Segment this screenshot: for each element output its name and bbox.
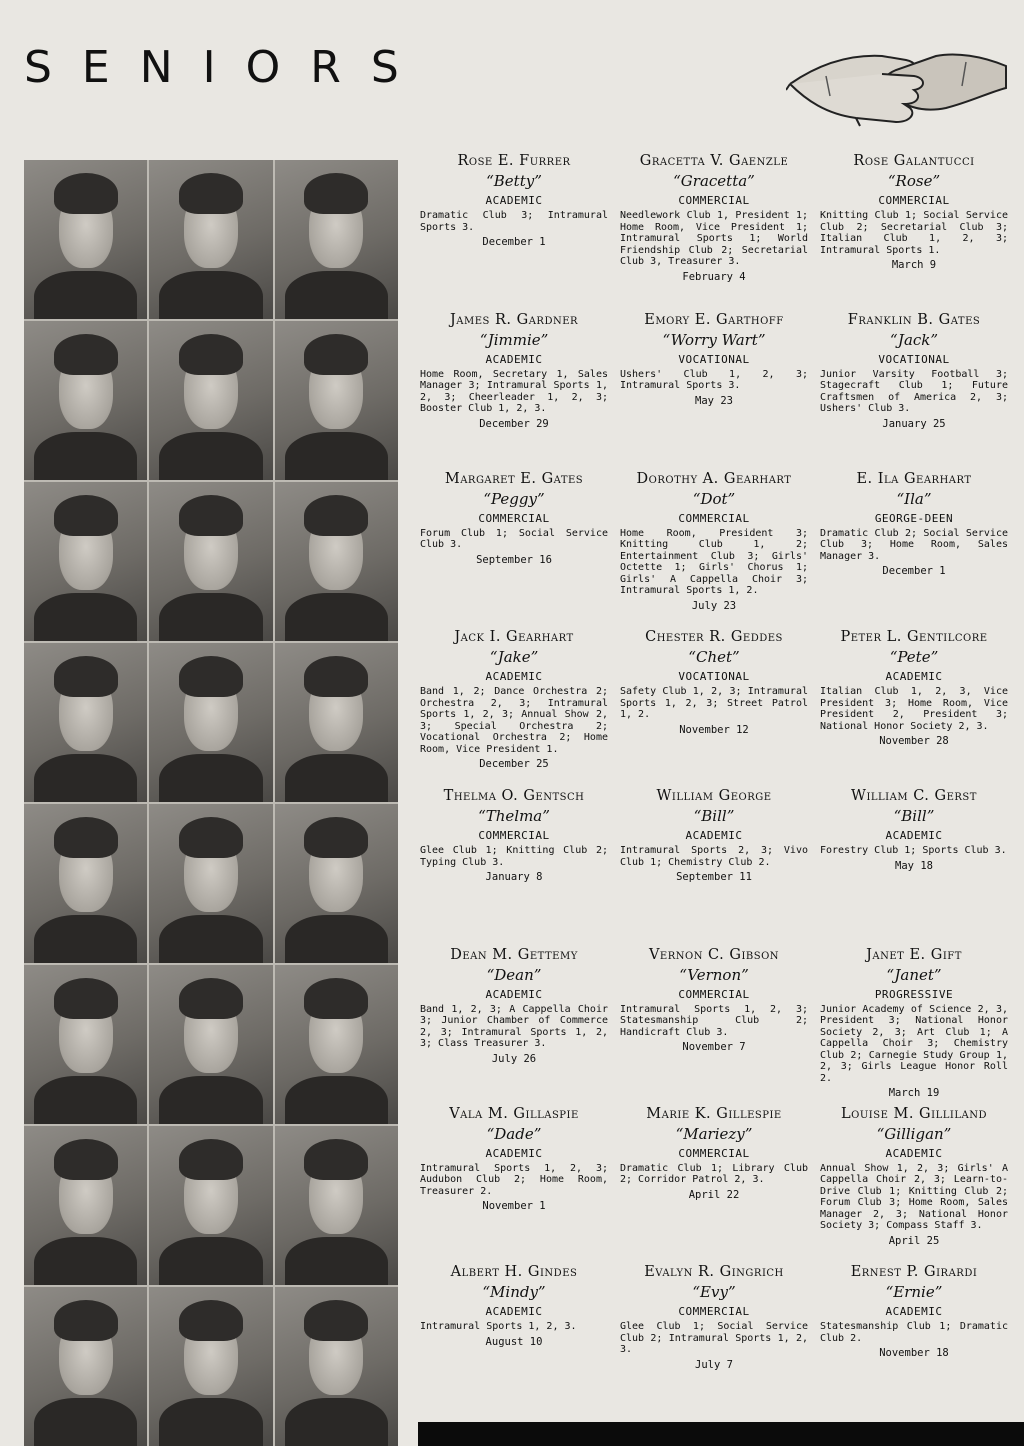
portrait-photo [275,965,398,1124]
senior-nickname: “Vernon” [679,965,749,984]
senior-entry [814,626,1014,785]
senior-birthday: July 7 [695,1358,733,1371]
senior-entry [614,468,814,627]
senior-course: ACADEMIC [485,987,543,1001]
senior-course: COMMERCIAL [678,1146,750,1160]
senior-course: COMMERCIAL [878,194,950,207]
senior-name: Evalyn R. Gingrich [644,1264,784,1281]
senior-name: Margaret E. Gates [444,470,584,487]
senior-course: VOCATIONAL [678,352,750,366]
senior-activities: Junior Varsity Football 3; Stagecraft Club 1; Future Craftsmen of America 2, 3; Ushers' Club 3. [820,368,1008,415]
senior-name: Peter L. Gentilcore [840,629,988,646]
portrait-photo [149,321,272,480]
senior-name: William C. Gerst [851,788,977,804]
senior-name: Marie K. Gillespie [646,1105,782,1122]
senior-birthday: April 25 [888,1234,940,1247]
senior-course: VOCATIONAL [678,670,750,684]
senior-nickname: “Betty” [486,172,542,190]
senior-birthday: December 25 [479,758,549,771]
senior-nickname: “Thelma” [478,807,550,825]
senior-nickname: “Jake” [489,648,539,667]
senior-nickname: “Evy” [692,1283,736,1302]
senior-birthday: December 1 [882,565,946,577]
senior-entry [414,785,614,944]
senior-activities: Ushers' Club 1, 2, 3; Intramural Sports 3. [620,368,808,392]
portrait-photo [149,1287,272,1446]
senior-entry [814,785,1014,944]
portrait-photo [24,804,147,963]
senior-name: Ernest P. Girardi [850,1264,978,1281]
senior-nickname: “Ernie” [885,1283,943,1302]
senior-nickname: “Rose” [887,172,941,190]
portrait-photo [24,482,147,641]
senior-activities: Forestry Club 1; Sports Club 3. [820,845,1007,856]
senior-nickname: “Mindy” [482,1283,546,1302]
senior-name: James R. Gardner [449,311,579,328]
senior-course: COMMERCIAL [478,829,550,842]
senior-course: ACADEMIC [885,1305,943,1319]
senior-entry [614,1103,814,1262]
senior-activities: Dramatic Club 1; Library Club 2; Corridor Patrol 2, 3. [620,1162,808,1185]
senior-entry [614,150,814,309]
senior-name: Dorothy A. Gearhart [636,470,792,487]
senior-birthday: February 4 [682,270,746,283]
senior-course: ACADEMIC [885,1146,943,1160]
portrait-photo [275,1287,398,1446]
senior-activities: Dramatic Club 2; Social Service Club 3; Home Room, Sales Manager 3. [820,527,1008,562]
senior-birthday: November 28 [879,735,949,748]
senior-nickname: “Jimmie” [479,330,549,349]
senior-entry [414,468,614,627]
senior-activities: Band 1, 2; Dance Orchestra 2; Orchestra 2, 3; Intramural Sports 1, 2, 3; Annual Show 2, 3; Special Orchestra 2; Vocational Orchestra 2; Home Room, Vice President 1. [420,686,608,755]
senior-nickname: “Ila” [896,489,932,508]
senior-nickname: “Worry Wart” [662,330,766,349]
senior-activities: Intramural Sports 1, 2, 3; Statesmanship Club 2; Handicraft Club 3. [620,1003,808,1038]
senior-birthday: November 18 [879,1347,949,1360]
senior-activities: Dramatic Club 3; Intramural Sports 3. [420,210,608,233]
senior-name: Louise M. Gilliland [841,1105,987,1122]
senior-birthday: April 22 [688,1188,740,1201]
senior-name: Rose E. Furrer [457,153,571,169]
senior-activities: Home Room, Secretary 1, Sales Manager 3; Intramural Sports 1, 2, 3; Cheerleader 1, 2, 3; Booster Club 1, 2, 3. [420,368,608,415]
senior-activities: Glee Club 1; Knitting Club 2; Typing Club 3. [420,845,608,868]
senior-course: ACADEMIC [485,670,543,684]
senior-course: COMMERCIAL [678,194,750,207]
senior-name: Thelma O. Gentsch [443,788,585,804]
portrait-photo [24,160,147,319]
senior-nickname: “Chet” [688,648,740,667]
senior-activities: Intramural Sports 1, 2, 3. [420,1321,577,1333]
portrait-photo [149,965,272,1124]
senior-activities: Junior Academy of Science 2, 3, President 3; National Honor Society 2, 3; Art Club 1; A Cappella Choir 3; Chemistry Club 2; Carnegie Study Group 1, 2, 3; Girls League Honor Roll 2. [820,1003,1008,1084]
senior-course: ACADEMIC [485,1146,543,1160]
senior-name: Dean M. Gettemy [450,946,578,963]
portrait-photo [275,160,398,319]
senior-birthday: January 25 [882,417,946,430]
senior-course: ACADEMIC [885,670,943,684]
senior-entry [614,785,814,944]
senior-name: William George [656,788,772,804]
senior-name: Vala M. Gillaspie [449,1105,579,1122]
senior-entry [814,944,1014,1103]
senior-activities: Glee Club 1; Social Service Club 2; Intramural Sports 1, 2, 3. [620,1321,808,1356]
senior-course: ACADEMIC [485,1305,543,1319]
senior-birthday: November 12 [679,723,749,736]
senior-entry [814,1103,1014,1262]
senior-entry [614,944,814,1103]
portrait-photo [24,1287,147,1446]
senior-name: Chester R. Geddes [645,629,783,646]
senior-entry [614,309,814,468]
senior-birthday: December 1 [482,236,546,248]
senior-nickname: “Pete” [889,648,939,667]
senior-entry [414,309,614,468]
senior-birthday: December 29 [479,417,549,430]
senior-activities: Annual Show 1, 2, 3; Girls' A Cappella Choir 2, 3; Learn-to-Drive Club 1; Knitting Club 2; Forum Club 3; Home Room, Sales Manager 2, 3; National Honor Society 3; Compass Staff 3. [820,1162,1008,1231]
senior-activities: Needlework Club 1, President 1; Home Room, Vice President 1; Intramural Sports 1; World Friendship Club 2; Secretarial Club 3, Treasurer 3. [620,210,808,267]
senior-nickname: “Dot” [692,489,736,508]
senior-entry [814,1261,1014,1420]
portrait-photo [275,482,398,641]
senior-course: ACADEMIC [685,829,743,842]
senior-activities: Knitting Club 1; Social Service Club 2; Secretarial Club 3; Italian Club 1, 2, 3; Intramural Sports 1. [820,210,1008,256]
footer-bar [418,1422,1024,1446]
portrait-photo [149,804,272,963]
senior-activities: Band 1, 2, 3; A Cappella Choir 3; Junior Chamber of Commerce 2, 3; Intramural Sports 1, 2, 3; Class Treasurer 3. [420,1003,608,1050]
senior-nickname: “Mariezy” [675,1124,753,1143]
senior-course: GEORGE-DEEN [874,511,954,525]
senior-nickname: “Bill” [893,807,935,825]
senior-name: Gracetta V. Gaenzle [639,153,789,169]
senior-name: E. Ila Gearhart [856,470,972,487]
senior-activities: Intramural Sports 1, 2, 3; Audubon Club 2; Home Room, Treasurer 2. [420,1162,608,1197]
portrait-photo [24,321,147,480]
senior-course: COMMERCIAL [678,1305,750,1319]
senior-entry [414,944,614,1103]
senior-nickname: “Bill” [693,807,735,825]
senior-entry [414,1103,614,1262]
senior-course: ACADEMIC [485,352,543,366]
senior-course: VOCATIONAL [878,352,950,366]
senior-entry [414,626,614,785]
portrait-photo [24,965,147,1124]
senior-birthday: July 23 [691,599,737,612]
senior-name: Vernon C. Gibson [648,946,780,963]
senior-birthday: August 10 [485,1335,543,1348]
senior-birthday: July 26 [491,1052,537,1065]
senior-nickname: “Dean” [486,965,542,984]
senior-nickname: “Peggy” [483,489,545,508]
page-title: SENIORS [24,42,429,93]
senior-birthday: November 1 [482,1200,546,1212]
senior-entry [614,626,814,785]
senior-course: ACADEMIC [885,829,943,842]
senior-entry [814,150,1014,309]
senior-birthday: March 19 [888,1087,940,1100]
senior-activities: Italian Club 1, 2, 3, Vice President 3; Home Room, Vice President 2, President 3; National Honor Society 2, 3. [820,686,1008,732]
senior-entry [614,1261,814,1420]
senior-course: COMMERCIAL [478,511,550,525]
portrait-photo [149,643,272,802]
senior-nickname: “Dade” [486,1124,542,1143]
senior-course: ACADEMIC [485,194,543,207]
portrait-photo [275,804,398,963]
portrait-photo [24,1126,147,1285]
senior-name: Jack I. Gearhart [454,629,574,646]
senior-bios [414,150,1014,1420]
senior-entry [414,150,614,309]
portrait-photo [275,321,398,480]
senior-activities: Home Room, President 3; Knitting Club 1, 2; Entertainment Club 3; Girls' Octette 1; Girls' Chorus 1; Girls' A Cappella Choir 3; Intramural Sports 1, 2. [620,527,808,596]
senior-course: COMMERCIAL [678,511,750,525]
handshake-icon [786,26,1010,130]
senior-birthday: March 9 [891,259,937,271]
senior-nickname: “Gracetta” [673,172,755,190]
senior-nickname: “Gilligan” [876,1124,952,1143]
senior-nickname: “Jack” [889,330,939,349]
portrait-photo [149,160,272,319]
senior-name: Franklin B. Gates [847,311,981,328]
senior-entry [814,468,1014,627]
senior-entry [414,1261,614,1420]
senior-nickname: “Janet” [886,965,942,984]
senior-name: Rose Galantucci [853,153,975,169]
portrait-photo [149,482,272,641]
senior-entry [814,309,1014,468]
senior-birthday: May 23 [695,394,733,407]
senior-name: Albert H. Gindes [450,1264,578,1281]
senior-birthday: November 7 [682,1041,746,1054]
senior-activities: Safety Club 1, 2, 3; Intramural Sports 1, 2, 3; Street Patrol 1, 2. [620,686,808,721]
senior-activities: Forum Club 1; Social Service Club 3. [420,527,608,550]
senior-activities: Intramural Sports 2, 3; Vivo Club 1; Chemistry Club 2. [620,845,808,868]
portrait-grid [24,160,398,1446]
portrait-photo [275,1126,398,1285]
senior-course: PROGRESSIVE [874,987,954,1001]
senior-activities: Statesmanship Club 1; Dramatic Club 2. [820,1321,1008,1344]
senior-birthday: May 18 [895,859,933,872]
portrait-photo [24,643,147,802]
senior-course: COMMERCIAL [678,987,750,1001]
portrait-photo [275,643,398,802]
portrait-photo [149,1126,272,1285]
senior-birthday: September 16 [476,553,552,566]
senior-birthday: January 8 [485,871,543,883]
senior-birthday: September 11 [676,871,752,883]
senior-name: Janet E. Gift [866,946,962,963]
senior-name: Emory E. Garthoff [644,311,784,328]
